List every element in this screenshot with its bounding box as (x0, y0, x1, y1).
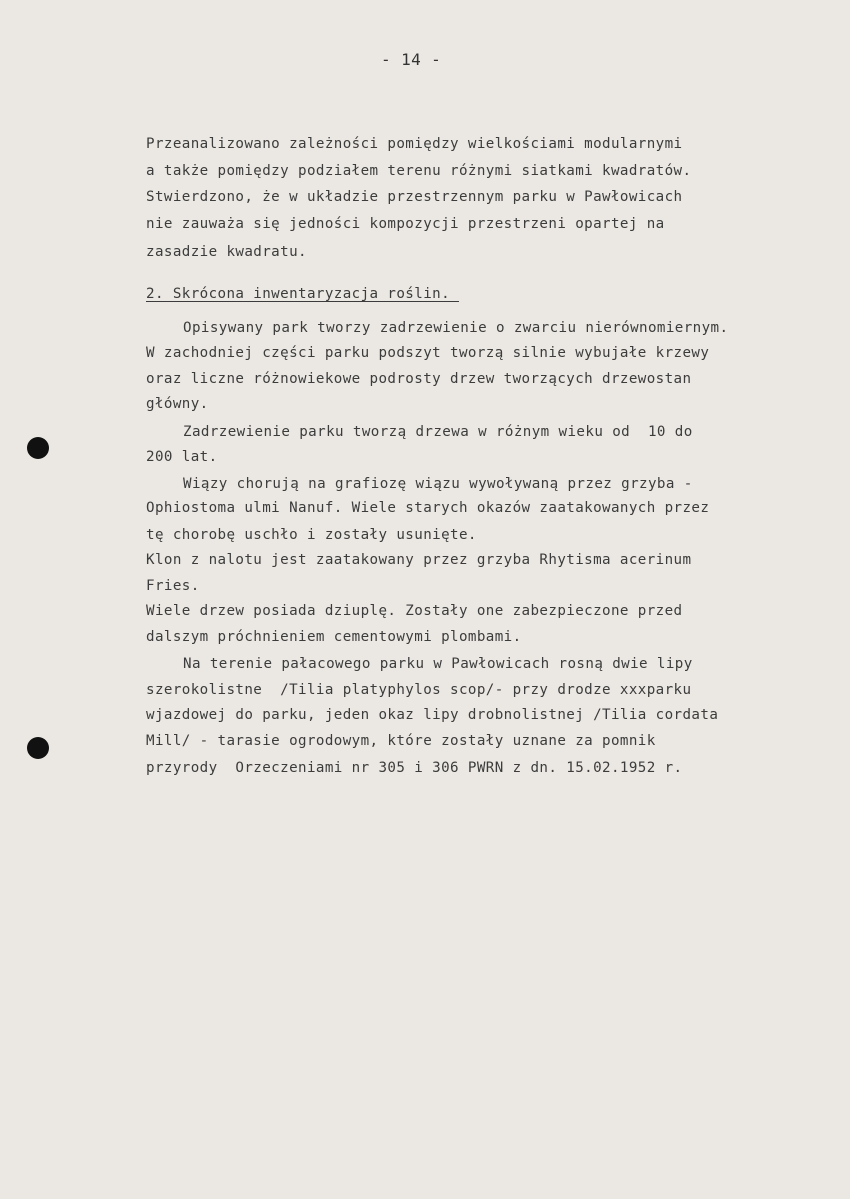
paragraph-line: Przeanalizowano zależności pomiędzy wielkościami modularnymi (146, 136, 683, 152)
punch-hole-top (27, 437, 49, 459)
section-line: Wiązy chorują na grafiozę wiązu wywoływaną przez grzyba - (183, 476, 693, 492)
section-line: przyrody Orzeczeniami nr 305 i 306 PWRN z dn. 15.02.1952 r. (146, 760, 683, 776)
section-heading: 2. Skrócona inwentaryzacja roślin._ (146, 286, 459, 302)
section-line: Mill/ - tarasie ogrodowym, które zostały uznane za pomnik (146, 733, 656, 749)
section-line: dalszym próchnieniem cementowymi plombami. (146, 629, 522, 645)
section-line: Zadrzewienie parku tworzą drzewa w różnym wieku od 10 do (183, 424, 693, 440)
paragraph-line: zasadzie kwadratu. (146, 244, 307, 260)
section-line: Opisywany park tworzy zadrzewienie o zwarciu nierównomiernym. (183, 320, 729, 336)
section-line: główny. (146, 396, 209, 412)
paragraph-line: Stwierdzono, że w układzie przestrzennym parku w Pawłowicach (146, 189, 683, 205)
section-line: Fries. (146, 578, 200, 594)
section-line: szerokolistne /Tilia platyphylos scop/- przy drodze xxxparku (146, 682, 692, 698)
section-line: tę chorobę uschło i zostały usunięte. (146, 527, 477, 543)
section-line: W zachodniej części parku podszyt tworzą silnie wybujałe krzewy (146, 345, 710, 361)
section-line: Na terenie pałacowego parku w Pawłowicach rosną dwie lipy (183, 656, 693, 672)
section-line: Klon z nalotu jest zaatakowany przez grzyba Rhytisma acerinum (146, 552, 692, 568)
punch-hole-bottom (27, 737, 49, 759)
section-line: Wiele drzew posiada dziuplę. Zostały one zabezpieczone przed (146, 603, 683, 619)
paragraph-line: a także pomiędzy podziałem terenu różnymi siatkami kwadratów. (146, 163, 692, 179)
section-line: 200 lat. (146, 449, 218, 465)
section-line: Ophiostoma ulmi Nanuf. Wiele starych okazów zaatakowanych przez (146, 500, 710, 516)
page-number: - 14 - (381, 50, 442, 69)
paragraph-line: nie zauważa się jedności kompozycji przestrzeni opartej na (146, 216, 665, 232)
section-line: wjazdowej do parku, jeden okaz lipy drobnolistnej /Tilia cordata (146, 707, 719, 723)
section-line: oraz liczne różnowiekowe podrosty drzew tworzących drzewostan (146, 371, 692, 387)
